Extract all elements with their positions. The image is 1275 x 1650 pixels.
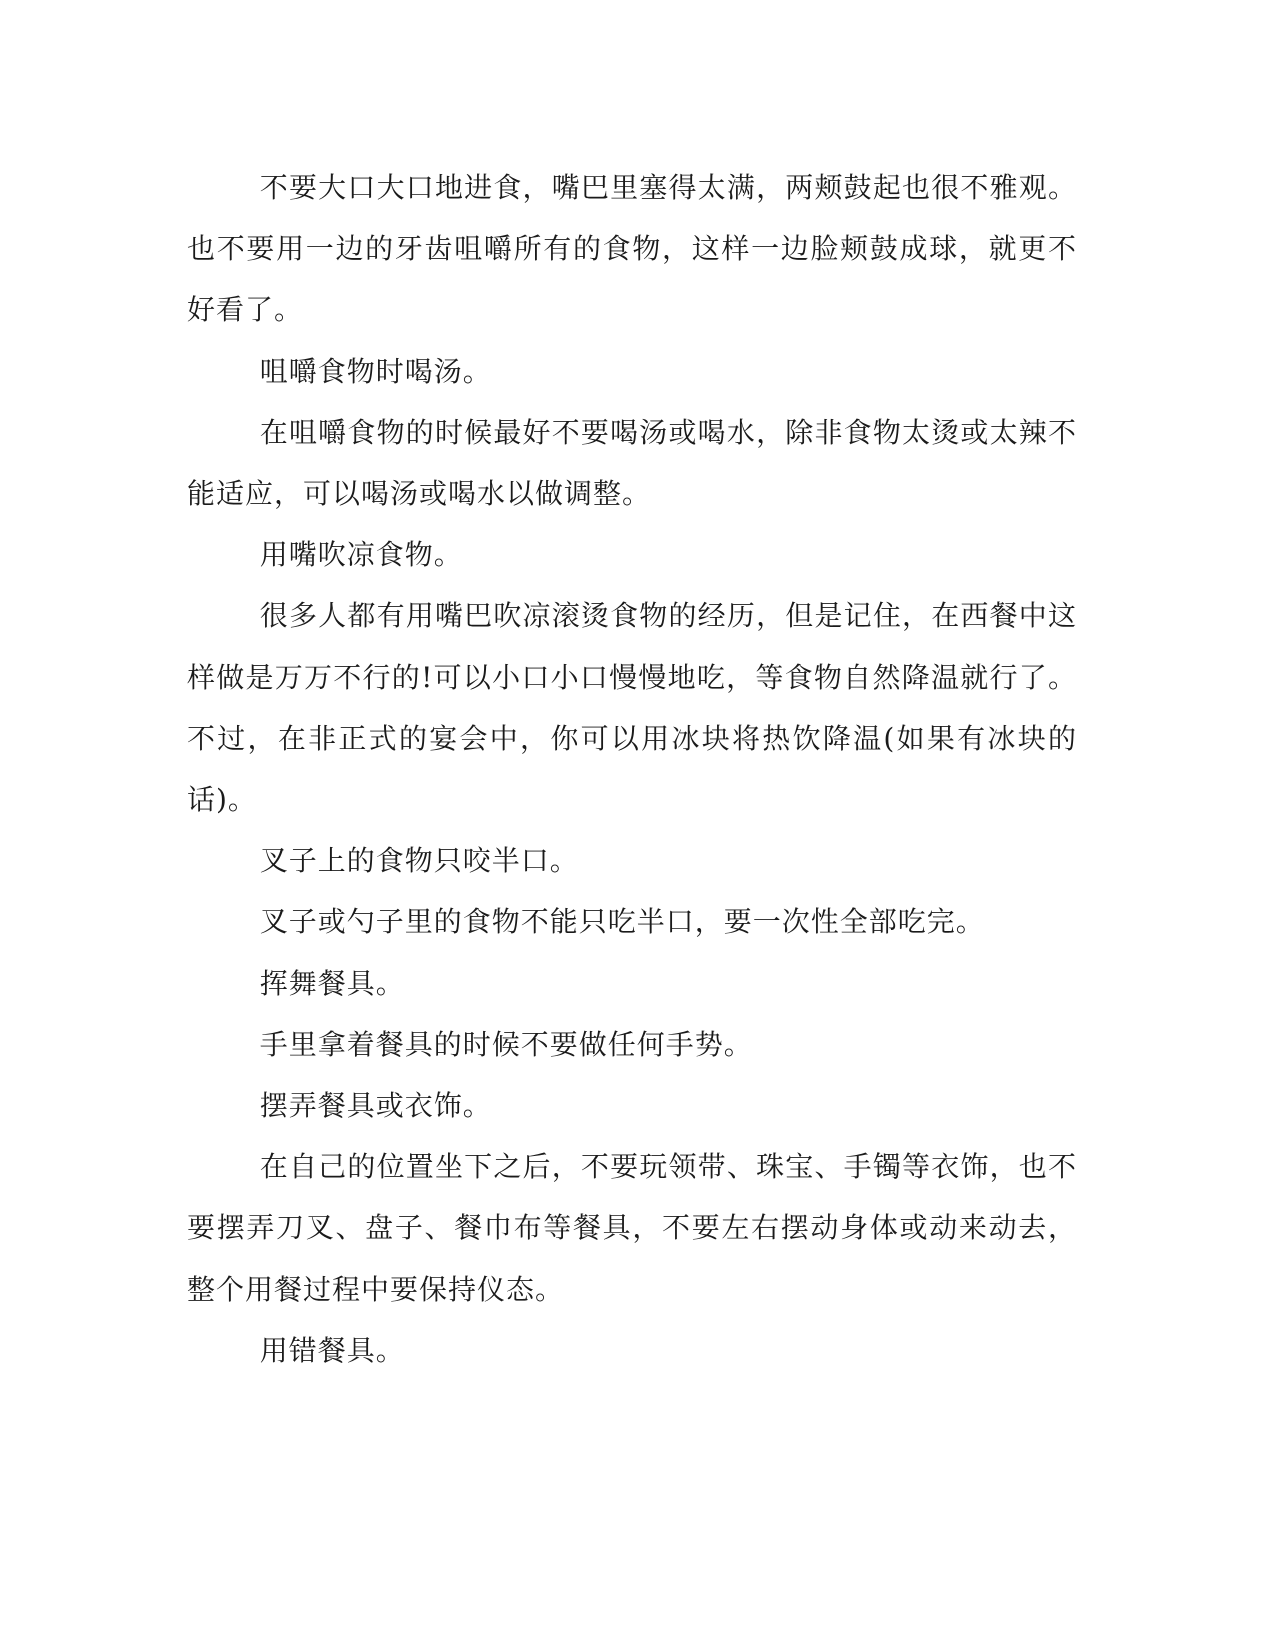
paragraph-7: 叉子或勺子里的食物不能只吃半口，要一次性全部吃完。 [259,905,985,939]
paragraph-1: 不要大口大口地进食，嘴巴里塞得太满，两颊鼓起也很不雅观。也不要用一边的牙齿咀嚼所有的食物，这样一边脸颊鼓成球，就更不好看了。 [187,171,1077,327]
paragraph-5: 很多人都有用嘴巴吹凉滚烫食物的经历，但是记住，在西餐中这样做是万万不行的!可以小口小口慢慢地吃，等食物自然降温就行了。不过，在非正式的宴会中，你可以用冰块将热饮降温(如果有冰块的话)。 [187,599,1077,817]
paragraph-3: 在咀嚼食物的时候最好不要喝汤或喝水，除非食物太烫或太辣不能适应，可以喝汤或喝水以做调整。 [187,415,1077,511]
paragraph-11: 在自己的位置坐下之后，不要玩领带、珠宝、手镯等衣饰，也不要摆弄刀叉、盘子、餐巾布等餐具，不要左右摆动身体或动来动去，整个用餐过程中要保持仪态。 [187,1150,1077,1306]
paragraph-8: 挥舞餐具。 [259,966,405,1000]
paragraph-4: 用嘴吹凉食物。 [259,538,463,572]
document-body [187,157,1077,1381]
paragraph-2: 咀嚼食物时喝汤。 [259,354,492,388]
paragraph-9: 手里拿着餐具的时候不要做任何手势。 [259,1027,753,1061]
paragraph-6: 叉子上的食物只咬半口。 [259,844,579,878]
paragraph-10: 摆弄餐具或衣饰。 [259,1089,492,1123]
paragraph-12: 用错餐具。 [259,1333,405,1367]
